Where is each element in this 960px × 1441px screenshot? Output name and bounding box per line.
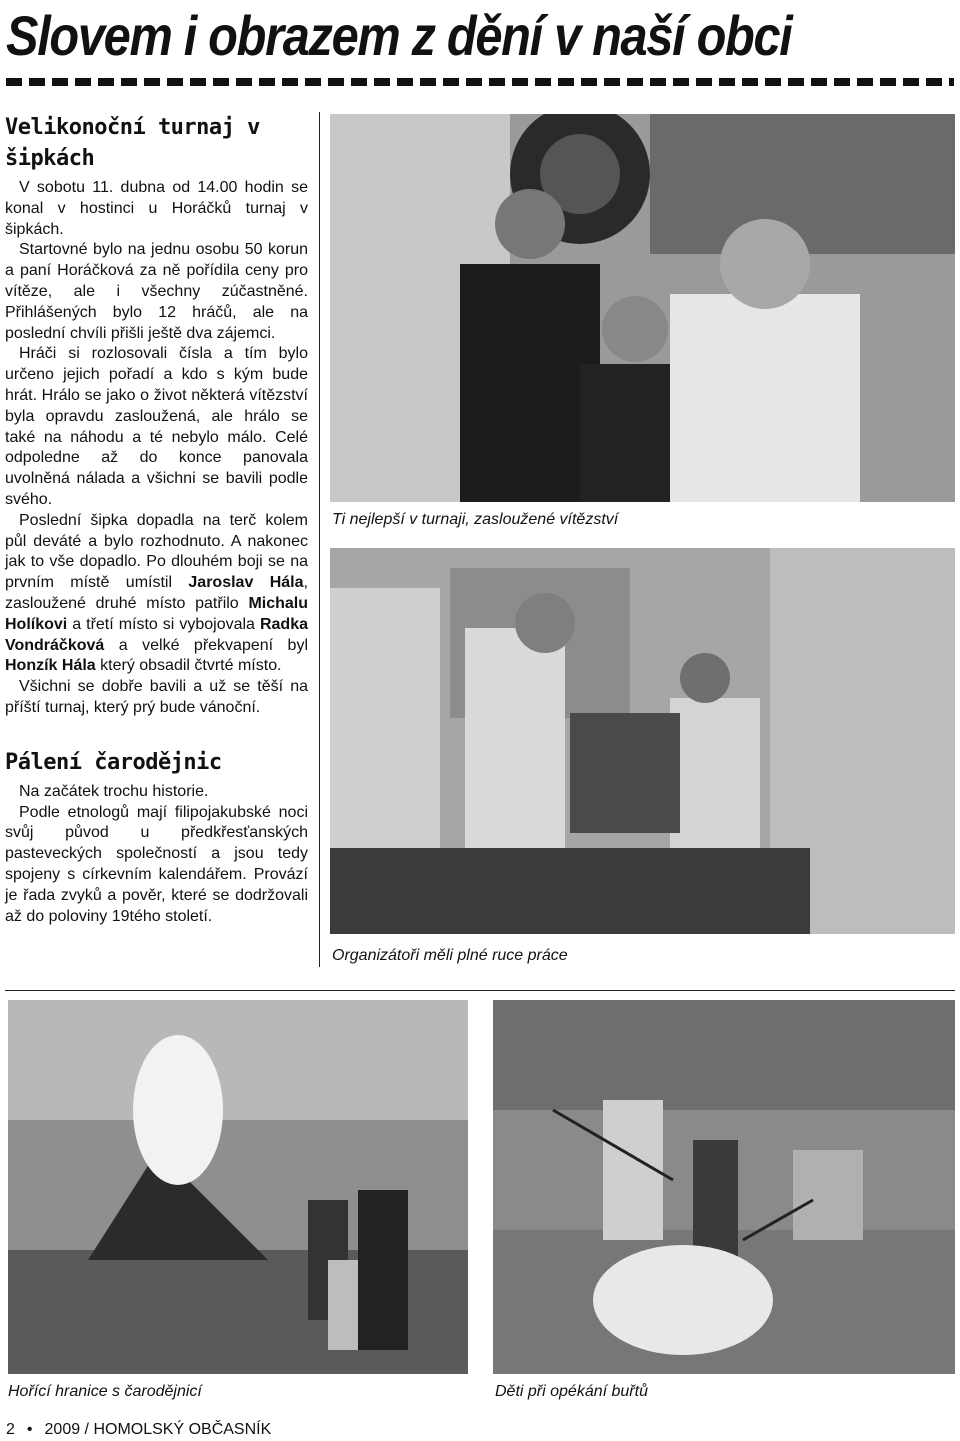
footer-bullet: •	[26, 1421, 33, 1438]
page-number: 2	[6, 1421, 15, 1438]
sausages-photo-caption: Děti při opékání buřtů	[495, 1383, 648, 1400]
results-intro: Poslední šipka dopadla na terč kolem půl deváté a bylo rozhodnuto. A nakonec jak to vše dopadlo. Po dlouhém boji se na prvním místě umístil	[5, 511, 308, 592]
section-divider	[5, 990, 955, 991]
sausages-photo	[493, 1000, 955, 1374]
bar-photo-caption: Organizátoři měli plné ruce práce	[332, 947, 568, 964]
column-divider	[319, 112, 320, 967]
page-title: Slovem i obrazem z dění v naší obci	[6, 4, 792, 67]
left-column	[5, 112, 308, 927]
results-text: , zasloužené druhé místo patřilo	[5, 574, 308, 612]
first-place-name: Jaroslav Hála	[188, 574, 304, 592]
bonfire-photo	[8, 1000, 468, 1374]
results-text: a velké překvapení byl	[118, 636, 309, 654]
article1-paragraph: Všichni se dobře bavili a už se těší na příští turnaj, který prý bude vánoční.	[5, 678, 308, 716]
article1-heading: Velikonoční turnaj v šipkách	[5, 115, 260, 171]
publication-name: 2009 / HOMOLSKÝ OBČASNÍK	[44, 1421, 272, 1438]
darts-photo-caption: Ti nejlepší v turnaji, zasloužené vítězství	[332, 511, 619, 528]
title-divider	[6, 78, 954, 86]
darts-winners-photo	[330, 114, 955, 502]
bonfire-photo-caption: Hořící hranice s čarodějnicí	[8, 1383, 202, 1400]
third-place-name: Radka Vondráčková	[5, 615, 308, 654]
article1-results-paragraph	[5, 511, 308, 677]
fourth-place-name: Honzík Hála	[5, 657, 96, 675]
article1-paragraph: V sobotu 11. dubna od 14.00 hodin se konal v hostinci u Horáčků turnaj v šipkách.	[5, 179, 308, 238]
article1-paragraph: Startovné bylo na jednu osobu 50 korun a paní Horáčková za ně pořídila ceny pro vítěze, ale i všechny zúčastněné. Přihlášených bylo 12 hráčů, ale na poslední chvíli přišli ještě dva zájemci.	[5, 241, 308, 342]
second-place-name: Michalu Holíkovi	[5, 594, 308, 633]
article2-paragraph: Podle etnologů mají filipojakubské noci svůj původ u předkřesťanských pasteveckých společností a jsou tedy spojeny s církevním kalendářem. Provází je řada zvyků a pověr, které se dodržovali až do poloviny 19tého století.	[5, 803, 308, 925]
page-footer	[6, 1420, 271, 1440]
bar-organizers-photo	[330, 548, 955, 934]
results-text: a třetí místo si vybojovala	[72, 615, 255, 633]
results-text: který obsadil čtvrté místo.	[100, 657, 282, 675]
article1-paragraph: Hráči si rozlosovali čísla a tím bylo určeno jejich pořadí a kdo s kým bude hrát. Hrálo se jako o život některá vítězství byla opravdu zasloužená, ale hrálo se také na náhodu a té nebylo málo. Celé odpoledne až do konce panovala uvolněná nálada a všichni se bavili podle svého.	[5, 345, 308, 508]
article2-paragraph: Na začátek trochu historie.	[19, 782, 209, 800]
article2-heading: Pálení čarodějnic	[5, 749, 222, 775]
